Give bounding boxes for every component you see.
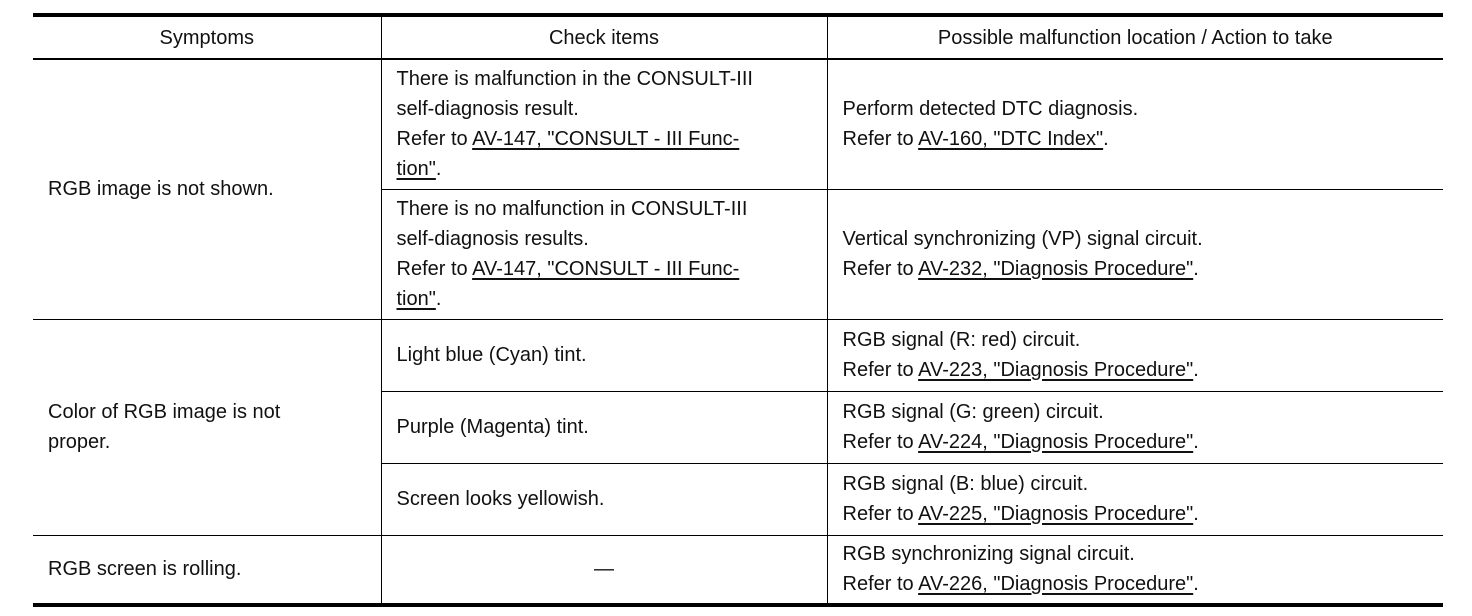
action-cell <box>827 463 1443 535</box>
ref-link-av147-cont[interactable]: tion" <box>396 158 436 181</box>
punctuation: . <box>1193 431 1199 453</box>
action-text: Perform detected DTC diagnosis. <box>842 98 1139 121</box>
refer-label: Refer to <box>842 503 919 525</box>
punctuation: . <box>435 288 442 310</box>
header-action: Possible malfunction location / Action to take <box>827 15 1443 59</box>
ref-link-av224[interactable]: AV-224, "Diagnosis Procedure" <box>918 431 1194 453</box>
refer-label: Refer to <box>842 258 919 280</box>
header-row <box>33 15 1443 59</box>
ref-link-av160[interactable]: AV-160, "DTC Index" <box>918 128 1104 151</box>
check-text: Light blue (Cyan) tint. <box>396 344 587 366</box>
ref-link-av225[interactable]: AV-225, "Diagnosis Procedure" <box>918 503 1194 525</box>
action-text: RGB signal (G: green) circuit. <box>842 401 1104 423</box>
refer-label: Refer to <box>842 573 919 596</box>
table-row <box>33 319 1443 391</box>
refer-label: Refer to <box>842 359 919 381</box>
diagnosis-table <box>33 13 1443 607</box>
punctuation: . <box>1193 258 1199 280</box>
refer-label: Refer to <box>396 128 473 151</box>
check-cell <box>381 463 827 535</box>
check-cell <box>381 535 827 605</box>
action-cell <box>827 319 1443 391</box>
check-text: — <box>594 558 614 581</box>
check-cell <box>381 189 827 319</box>
check-text: self-diagnosis results. <box>396 228 589 250</box>
table-row <box>33 535 1443 605</box>
symptom-text: Color of RGB image is not <box>48 401 281 423</box>
check-text: Purple (Magenta) tint. <box>396 416 589 438</box>
check-text: Screen looks yellowish. <box>396 488 605 510</box>
action-cell <box>827 535 1443 605</box>
header-check-items: Check items <box>381 15 827 59</box>
symptom-cell <box>33 535 381 605</box>
check-cell <box>381 319 827 391</box>
action-cell <box>827 391 1443 463</box>
refer-label: Refer to <box>842 431 919 453</box>
punctuation: . <box>435 158 442 181</box>
punctuation: . <box>1193 503 1199 525</box>
action-text: RGB signal (R: red) circuit. <box>842 329 1081 351</box>
symptom-cell <box>33 319 381 535</box>
header-symptoms: Symptoms <box>159 26 254 49</box>
punctuation: . <box>1193 359 1199 381</box>
refer-label: Refer to <box>842 128 919 151</box>
punctuation: . <box>1193 573 1199 596</box>
ref-link-av147-cont[interactable]: tion" <box>396 288 436 310</box>
check-cell <box>381 59 827 189</box>
refer-label: Refer to <box>396 258 473 280</box>
punctuation: . <box>1103 128 1109 151</box>
ref-link-av223[interactable]: AV-223, "Diagnosis Procedure" <box>918 359 1194 381</box>
action-text: RGB synchronizing signal circuit. <box>842 543 1135 566</box>
symptom-text: RGB image is not shown. <box>48 178 274 201</box>
ref-link-av232[interactable]: AV-232, "Diagnosis Procedure" <box>918 258 1194 280</box>
symptom-text: RGB screen is rolling. <box>48 558 242 581</box>
action-text: RGB signal (B: blue) circuit. <box>842 473 1089 495</box>
ref-link-av147[interactable]: AV-147, "CONSULT - III Func- <box>472 258 740 280</box>
action-cell <box>827 189 1443 319</box>
check-text: There is malfunction in the CONSULT-III <box>396 68 753 91</box>
symptom-cell <box>33 59 381 319</box>
ref-link-av147[interactable]: AV-147, "CONSULT - III Func- <box>472 128 740 151</box>
check-text: There is no malfunction in CONSULT-III <box>396 198 748 220</box>
ref-link-av226[interactable]: AV-226, "Diagnosis Procedure" <box>918 573 1194 596</box>
action-cell <box>827 59 1443 189</box>
check-text: self-diagnosis result. <box>396 98 579 121</box>
symptom-text: proper. <box>48 431 111 453</box>
table-row <box>33 59 1443 189</box>
check-cell <box>381 391 827 463</box>
action-text: Vertical synchronizing (VP) signal circuit. <box>842 228 1203 250</box>
